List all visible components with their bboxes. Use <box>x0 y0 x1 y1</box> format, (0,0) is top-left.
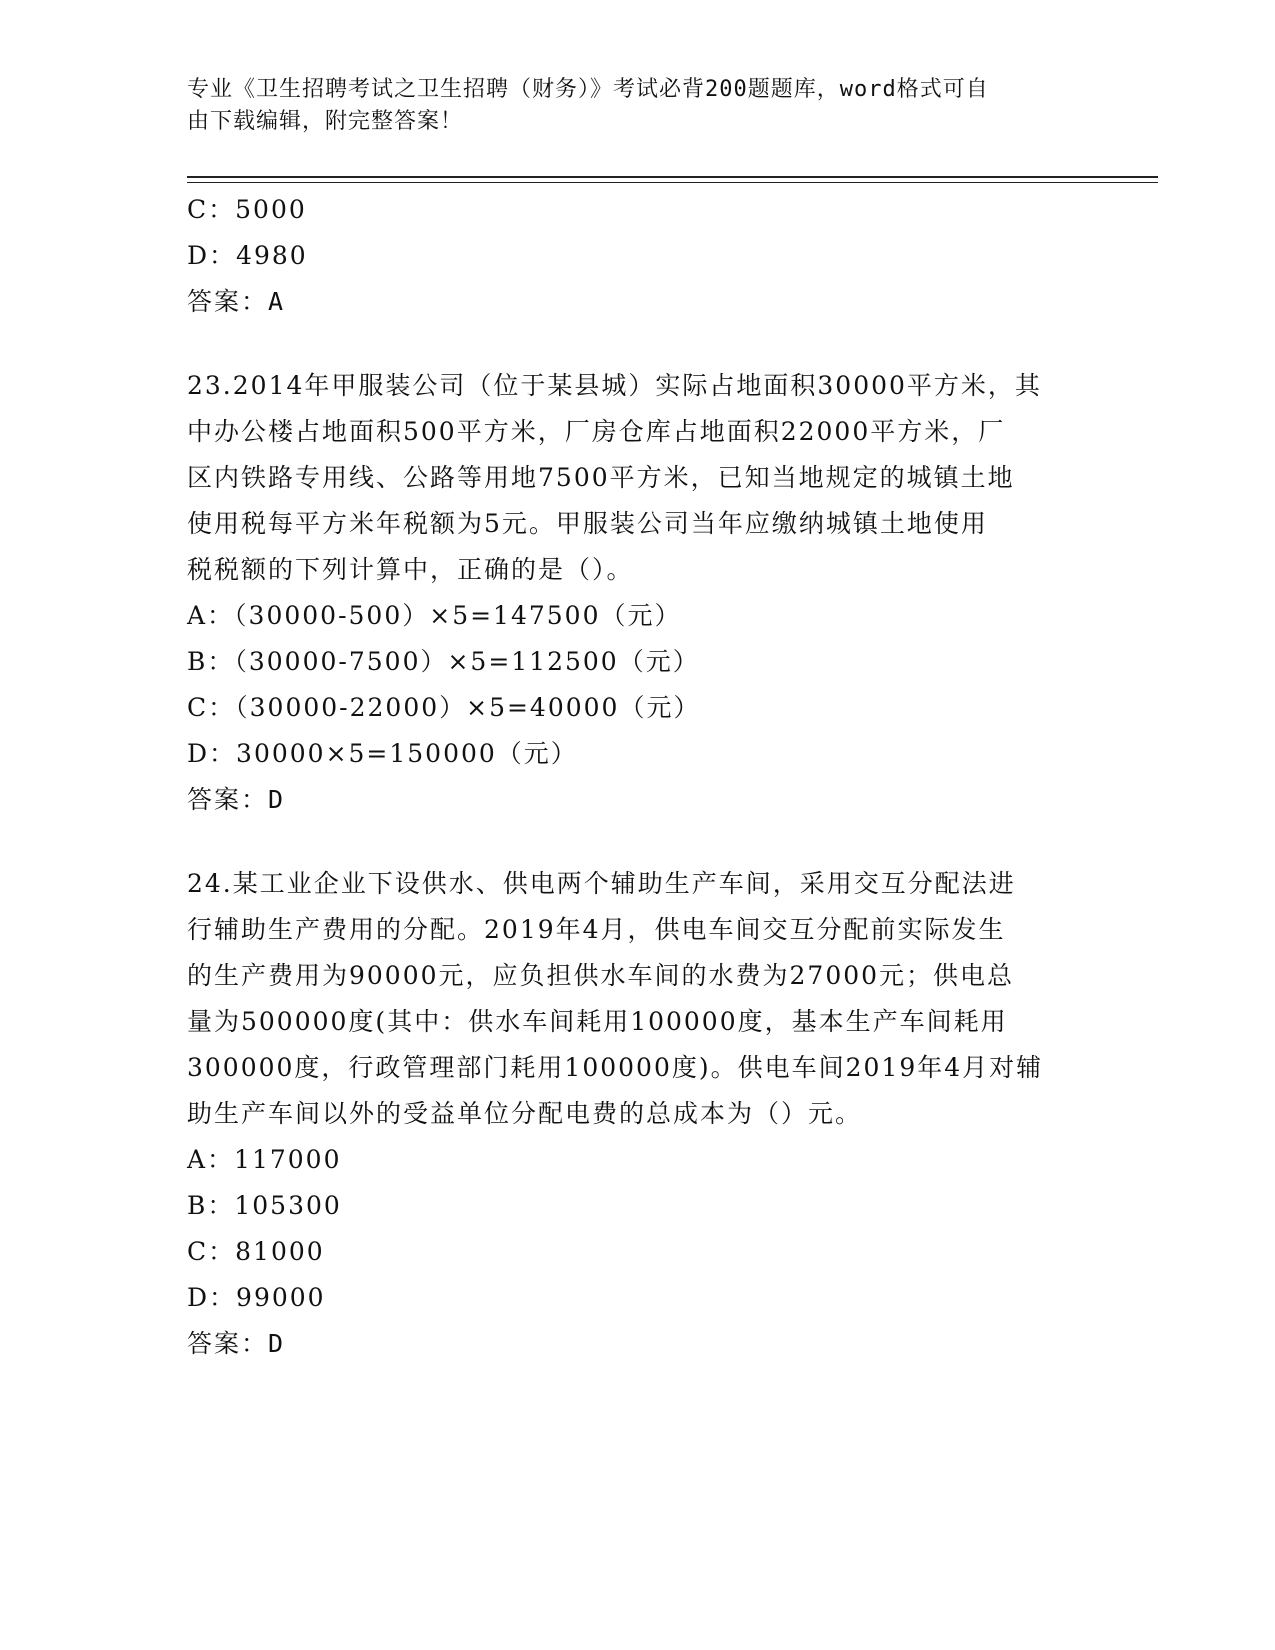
option-c: C：（30000-22000）×5=40000（元） <box>187 693 701 722</box>
answer: 答案：D <box>187 785 286 814</box>
option-b: B：（30000-7500）×5=112500（元） <box>187 647 700 676</box>
header-line-1: 专业《卫生招聘考试之卫生招聘（财务）》考试必背200题题库，word格式可自 <box>187 77 989 102</box>
header-divider-thin <box>187 182 1158 183</box>
question-text-line: 300000度，行政管理部门耗用100000度)。供电车间2019年4月对辅 <box>187 1053 1044 1082</box>
option-d: D：99000 <box>187 1283 326 1312</box>
document-header <box>187 74 1087 138</box>
question-text-line: 24.某工业企业下设供水、供电两个辅助生产车间，采用交互分配法进 <box>187 869 1016 898</box>
header-divider-thick <box>187 176 1158 178</box>
question-text-line: 中办公楼占地面积500平方米，厂房仓库占地面积22000平方米，厂 <box>187 417 1006 446</box>
answer: 答案：A <box>187 287 286 316</box>
header-line-2: 由下载编辑，附完整答案！ <box>187 109 464 134</box>
question-text-line: 的生产费用为90000元，应负担供水车间的水费为27000元；供电总 <box>187 961 1015 990</box>
question-text-line: 税税额的下列计算中，正确的是（）。 <box>187 555 634 584</box>
question-text-line: 使用税每平方米年税额为5元。甲服装公司当年应缴纳城镇土地使用 <box>187 509 988 538</box>
question-24 <box>187 861 1087 1367</box>
question-text-line: 23.2014年甲服装公司（位于某县城）实际占地面积30000平方米，其 <box>187 371 1042 400</box>
option-b: B：105300 <box>187 1191 342 1220</box>
option-d: D：30000×5=150000（元） <box>187 739 578 768</box>
option-a: A：（30000-500）×5=147500（元） <box>187 601 682 630</box>
answer: 答案：D <box>187 1329 286 1358</box>
option-c: C：5000 <box>187 195 307 224</box>
option-a: A：117000 <box>187 1145 342 1174</box>
question-text-line: 行辅助生产费用的分配。2019年4月，供电车间交互分配前实际发生 <box>187 915 1006 944</box>
option-c: C：81000 <box>187 1237 325 1266</box>
question-text-line: 区内铁路专用线、公路等用地7500平方米，已知当地规定的城镇土地 <box>187 463 1015 492</box>
previous-question-tail <box>187 187 1087 325</box>
question-23 <box>187 363 1087 823</box>
document-body <box>187 187 1087 1367</box>
option-d: D：4980 <box>187 241 308 270</box>
question-text-line: 量为500000度(其中：供水车间耗用100000度，基本生产车间耗用 <box>187 1007 1008 1036</box>
question-text-line: 助生产车间以外的受益单位分配电费的总成本为（）元。 <box>187 1099 863 1128</box>
